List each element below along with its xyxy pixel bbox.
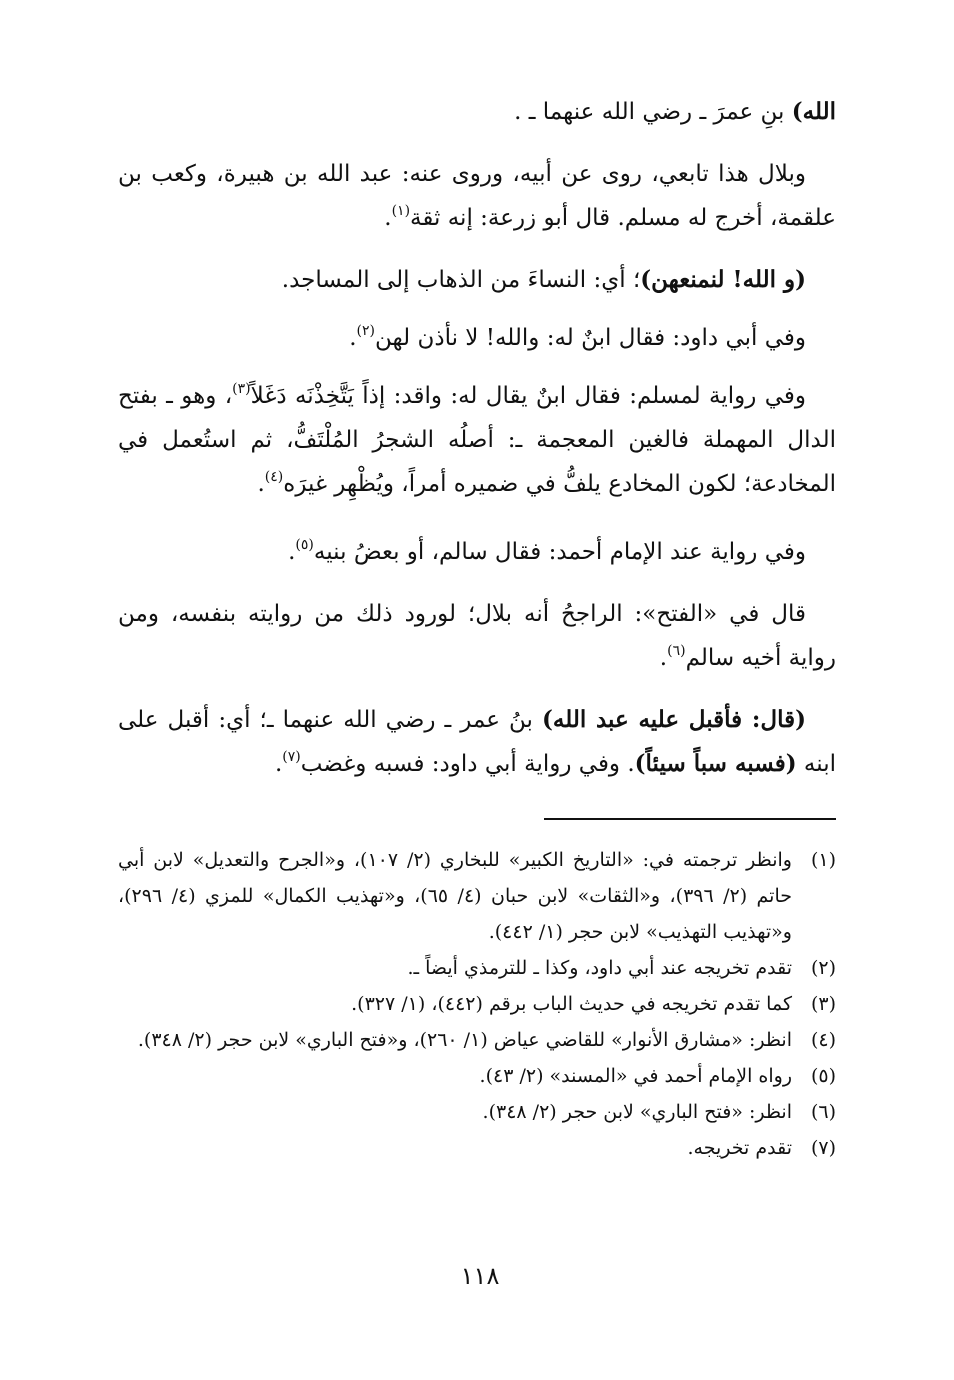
- bold-phrase: (و الله! لنمنعهن): [640, 266, 806, 293]
- paragraph-6-text: [118, 530, 836, 574]
- text-run: .: [257, 471, 265, 497]
- text-run: وفي رواية عند الإمام أحمد: فقال سالم، أو بعضُ بنيه: [313, 539, 806, 565]
- paragraph-2-text: [118, 152, 836, 240]
- footnote-number: (٧): [810, 1137, 836, 1159]
- footnotes: [118, 842, 836, 1166]
- bold-phrase: (قال: فأقبل عليه عبد الله): [542, 706, 806, 733]
- paragraph-5: [118, 374, 836, 506]
- paragraph-1: [118, 90, 836, 134]
- footnote-item: [118, 950, 836, 986]
- text-run: .: [349, 325, 357, 351]
- paragraph-7: [118, 592, 836, 680]
- paragraph-1-text: [118, 90, 836, 134]
- text-run: . وفي رواية أبي داود: فسبه وغضب: [300, 751, 635, 777]
- text-run: قال في «الفتح»: الراجحُ أنه بلال؛ لورود ذلك من روايته بنفسه، ومن رواية أخيه سالم: [118, 601, 836, 671]
- footnote-text: تقدم تخريجه.: [687, 1137, 792, 1159]
- paragraph-8: [118, 698, 836, 786]
- footnote-item: [118, 1058, 836, 1094]
- footnote-text: انظر: «مشارق الأنوار» للقاضي عياض (١/ ٢٦٠)، و«فتح الباري» لابن حجر (٢/ ٣٤٨).: [137, 1029, 792, 1051]
- footnote-item: [118, 842, 836, 950]
- page-number: ١١٨: [460, 1262, 500, 1290]
- text-run: وفي رواية لمسلم: فقال ابنٌ يقال له: واقد: إذاً يَتَّخِذْنَه دَغَلاً: [250, 383, 806, 409]
- footnote-ref-3[interactable]: (٣): [232, 381, 251, 397]
- footnote-number: (٦): [810, 1101, 836, 1123]
- bold-phrase: (فسبه سباً سيئاً): [634, 750, 797, 777]
- bold-phrase: الله): [791, 98, 836, 125]
- footnote-item: [118, 1094, 836, 1130]
- footnote-item: [118, 986, 836, 1022]
- text-run: ؛ أي: النساءَ من الذهاب إلى المساجد.: [281, 267, 641, 293]
- footnote-text: كما تقدم تخريجه في حديث الباب برقم (٤٤٢)، (١/ ٣٢٧).: [351, 993, 792, 1015]
- footnote-ref-4[interactable]: (٤): [264, 469, 284, 485]
- paragraph-7-text: [118, 592, 836, 680]
- footnote-ref-6[interactable]: (٦): [667, 643, 686, 659]
- footnote-text: انظر: «فتح الباري» لابن حجر (٢/ ٣٤٨).: [482, 1101, 792, 1123]
- footnote-item: [118, 1130, 836, 1166]
- paragraph-5-text: [118, 374, 836, 506]
- footnote-number: (٣): [810, 993, 836, 1015]
- footnote-number: (٢): [810, 957, 836, 979]
- paragraph-4: [118, 316, 836, 360]
- text-run: وفي أبي داود: فقال ابنٌ له: والله! لا نأذن لهن: [375, 325, 806, 351]
- text-run: .: [659, 645, 668, 671]
- footnote-number: (٥): [810, 1065, 836, 1087]
- footnote-ref-2[interactable]: (٢): [356, 323, 376, 339]
- footnote-number: (٤): [810, 1029, 836, 1051]
- footnote-text: تقدم تخريجه عند أبي داود، وكذا ـ للترمذي أيضاً ـ.: [407, 957, 792, 979]
- text-run: .: [384, 205, 392, 231]
- text-run: .: [288, 539, 296, 565]
- footnote-divider: [544, 818, 836, 820]
- text-run: بنُ عمر ـ رضي الله عنهما ـ؛ أي: أقبل على ابنه: [118, 707, 836, 777]
- footnote-ref-1[interactable]: (١): [391, 203, 411, 219]
- paragraph-3-text: [118, 258, 836, 302]
- text-run: .: [274, 751, 283, 777]
- footnote-text: وانظر ترجمته في: «التاريخ الكبير» للبخاري (٢/ ١٠٧)، و«الجرح والتعديل» لابن أبي حاتم (٢/ ٣٩٦)، و«الثقات» لابن حبان (٤/ ٦٥)، و«تهذيب الكمال» للمزي (٤/ ٢٩٦)، و«تهذيب التهذيب» لابن حجر (١/ ٤٤٢).: [118, 849, 793, 943]
- text-run: بنِ عمرَ ـ رضي الله عنهما ـ .: [514, 99, 792, 125]
- paragraph-8-text: [118, 698, 836, 786]
- footnote-item: [118, 1022, 836, 1058]
- footnote-ref-7[interactable]: (٧): [282, 749, 301, 765]
- text-run: ، وهو ـ بفتح الدال المهملة فالغين المعجمة ـ: أصلُه الشجرُ المُلْتَفُّ، ثم استُعمل في المخادعة؛ لكون المخادع يلفُّ في ضميره أمراً، ويُظْهِر غيرَه: [118, 383, 836, 497]
- paragraph-6: [118, 530, 836, 574]
- paragraph-4-text: [118, 316, 836, 360]
- paragraph-2: [118, 152, 836, 240]
- footnote-number: (١): [810, 849, 836, 871]
- footnote-text: رواه الإمام أحمد في «المسند» (٢/ ٤٣).: [479, 1065, 792, 1087]
- footnote-ref-5[interactable]: (٥): [295, 537, 314, 553]
- text-run: وبلال هذا تابعي، روى عن أبيه، وروى عنه: عبد الله بن هبيرة، وكعب بن علقمة، أخرج له مسلم. قال أبو زرعة: إنه ثقة: [118, 161, 836, 231]
- paragraph-3: [118, 258, 836, 302]
